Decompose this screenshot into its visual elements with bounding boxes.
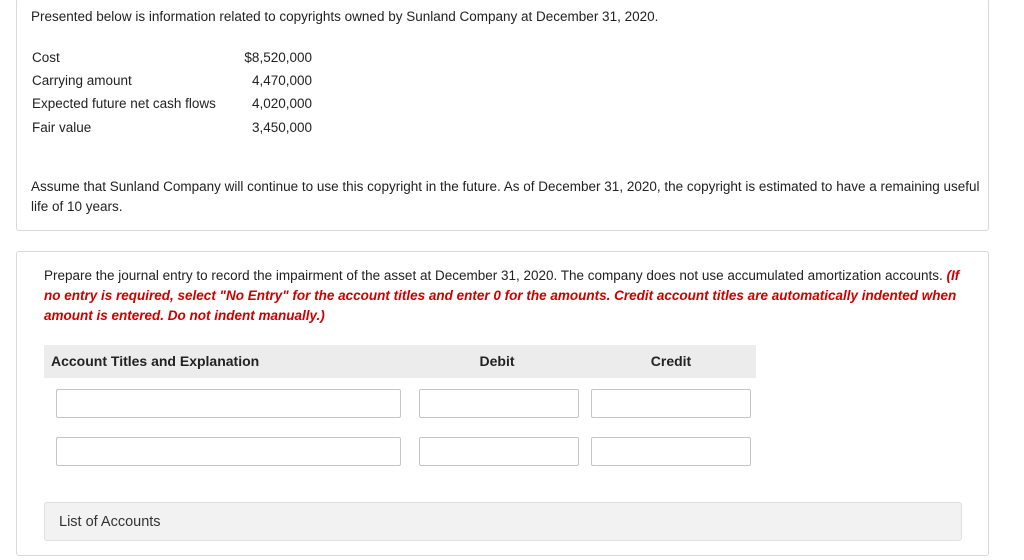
debit-input-row-1[interactable]: [419, 389, 579, 418]
account-title-input-row-2[interactable]: [56, 437, 401, 466]
column-header-debit: Debit: [479, 353, 515, 369]
copyright-facts-table: [32, 46, 312, 139]
fact-label-fair-value: Fair value: [32, 119, 92, 135]
debit-input-row-2[interactable]: [419, 437, 579, 466]
table-row: [32, 69, 312, 92]
journal-entry-panel: [16, 251, 989, 556]
intro-text: Presented below is information related to copyrights owned by Sunland Company at December 31, 2020.: [31, 9, 659, 24]
credit-input-row-2[interactable]: [591, 437, 751, 466]
task-prompt-main: Prepare the journal entry to record the impairment of the asset at December 31, 2020. The company does not use accumulated amortization accounts.: [44, 268, 943, 283]
assumption-text: Assume that Sunland Company will continue to use this copyright in the future. As of December 31, 2020, the copyright is estimated to have a remaining useful life of 10 years.: [31, 179, 980, 214]
list-of-accounts-button[interactable]: List of Accounts: [44, 502, 962, 541]
fact-value-carrying-amount: 4,470,000: [251, 72, 312, 88]
table-row: [32, 93, 312, 116]
fact-label-expected-cash-flows: Expected future net cash flows: [32, 96, 216, 112]
table-row: [32, 46, 312, 69]
fact-value-cost: $8,520,000: [244, 49, 312, 65]
task-instruction: (If no entry is required, select "No Entry" for the account titles and enter 0 for the amounts. Credit account titles are automatically indented when amount is entered. Do not indent manually.): [44, 268, 960, 323]
fact-value-fair-value: 3,450,000: [251, 119, 312, 135]
credit-input-row-1[interactable]: [591, 389, 751, 418]
fact-label-carrying-amount: Carrying amount: [32, 72, 132, 88]
table-row: [32, 116, 312, 139]
account-title-input-row-1[interactable]: [56, 389, 401, 418]
column-header-account: Account Titles and Explanation: [51, 353, 260, 369]
column-header-credit: Credit: [650, 353, 692, 369]
fact-value-expected-cash-flows: 4,020,000: [251, 96, 312, 112]
fact-label-cost: Cost: [32, 49, 60, 65]
problem-info-panel: [16, 0, 989, 231]
journal-table-header: [44, 345, 756, 378]
task-prompt: [44, 266, 964, 326]
